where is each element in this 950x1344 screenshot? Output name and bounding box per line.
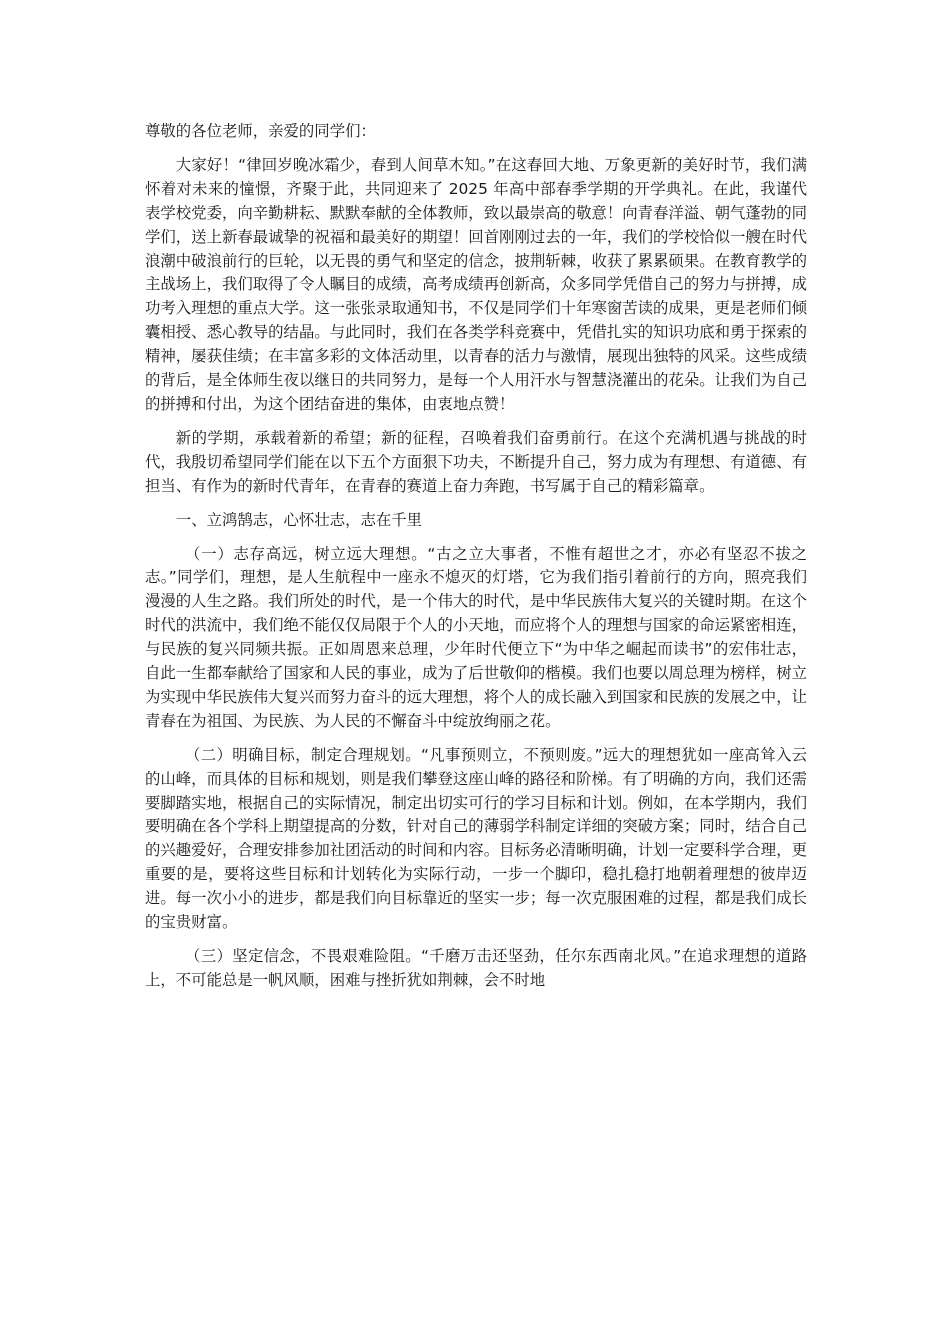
new-semester-paragraph: 新的学期，承载着新的希望；新的征程，召唤着我们奋勇前行。在这个充满机遇与挑战的时代，我殷切希望同学们能在以下五个方面狠下功夫，不断提升自己，努力成为有理想、有道德、有担当、有作为的新时代青年，在青春的赛道上奋力奔跑，书写属于自己的精彩篇章。 (145, 428, 807, 495)
salutation: 尊敬的各位老师，亲爱的同学们： (145, 122, 376, 140)
document-page (145, 120, 807, 1003)
item-paragraph-2: （二）明确目标，制定合理规划。“凡事预则立，不预则废。”远大的理想犹如一座高耸入云的山峰，而具体的目标和规划，则是我们攀登这座山峰的路径和阶梯。有了明确的方向，我们还需要脚踏实地，根据自己的实际情况，制定出切实可行的学习目标和计划。例如，在本学期内，我们要明确在各个学科上期望提高的分数，针对自己的薄弱学科制定详细的突破方案；同时，结合自己的兴趣爱好，合理安排参加社团活动的时间和内容。目标务必清晰明确，计划一定要科学合理，更重要的是，要将这些目标和计划转化为实际行动，一步一个脚印，稳扎稳打地朝着理想的彼岸迈进。每一次小小的进步，都是我们向目标靠近的坚实一步；每一次克服困难的过程，都是我们成长的宝贵财富。 (145, 745, 807, 932)
item-paragraph-3: （三）坚定信念，不畏艰难险阻。“千磨万击还坚劲，任尔东西南北风。”在追求理想的道路上，不可能总是一帆风顺，困难与挫折犹如荆棘，会不时地 (145, 947, 807, 989)
item-paragraph-1: （一）志存高远，树立远大理想。“古之立大事者，不惟有超世之才，亦必有坚忍不拔之志。”同学们，理想，是人生航程中一座永不熄灭的灯塔，它为我们指引着前行的方向，照亮我们漫漫的人生之路。我们所处的时代，是一个伟大的时代，是中华民族伟大复兴的关键时期。在这个时代的洪流中，我们绝不能仅仅局限于个人的小天地，而应将个人的理想与国家的命运紧密相连，与民族的复兴同频共振。正如周恩来总理，少年时代便立下“为中华之崛起而读书”的宏伟壮志，自此一生都奉献给了国家和人民的事业，成为了后世敬仰的楷模。我们也要以周总理为榜样，树立为实现中华民族伟大复兴而努力奋斗的远大理想，将个人的成长融入到国家和民族的发展之中，让青春在为祖国、为民族、为人民的不懈奋斗中绽放绚丽之花。 (145, 544, 807, 730)
opening-paragraph: 大家好！“律回岁晚冰霜少，春到人间草木知。”在这春回大地、万象更新的美好时节，我们满怀着对未来的憧憬，齐聚于此，共同迎来了 2025 年高中部春季学期的开学典礼。在此，我谨代表学校党委，向辛勤耕耘、默默奉献的全体教师，致以最崇高的敬意！向青春洋溢、朝气蓬勃的同学们，送上新春最诚挚的祝福和最美好的期望！回首刚刚过去的一年，我们的学校恰似一艘在时代浪潮中破浪前行的巨轮，以无畏的勇气和坚定的信念，披荆斩棘，收获了累累硕果。在教育教学的主战场上，我们取得了令人瞩目的成绩，高考成绩再创新高，众多同学凭借自己的努力与拼搏，成功考入理想的重点大学。这一张张录取通知书，不仅是同学们十年寒窗苦读的成果，更是老师们倾囊相授、悉心教导的结晶。与此同时，我们在各类学科竞赛中，凭借扎实的知识功底和勇于探索的精神，屡获佳绩；在丰富多彩的文体活动里，以青春的活力与激情，展现出独特的风采。这些成绩的背后，是全体师生夜以继日的共同努力，是每一个人用汗水与智慧浇灌出的花朵。让我们为自己的拼搏和付出，为这个团结奋进的集体，由衷地点赞！ (145, 155, 807, 413)
section-heading: 一、立鸿鹄志，心怀壮志，志在千里 (175, 510, 423, 529)
